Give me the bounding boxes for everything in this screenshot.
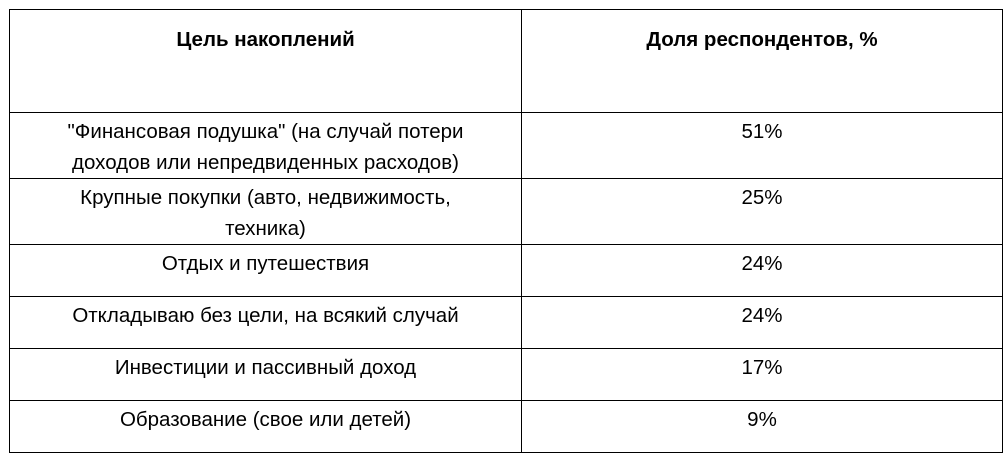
table-row [10, 179, 1003, 245]
share-cell: 25% [522, 179, 1003, 245]
share-cell: 51% [522, 113, 1003, 179]
table-row [10, 401, 1003, 453]
table-row [10, 113, 1003, 179]
share-cell: 9% [522, 401, 1003, 453]
share-cell: 24% [522, 297, 1003, 349]
savings-goals-table [9, 9, 1003, 453]
share-cell: 17% [522, 349, 1003, 401]
goal-cell: Откладываю без цели, на всякий случай [10, 297, 522, 349]
table-row [10, 245, 1003, 297]
header-goal: Цель накоплений [10, 10, 522, 113]
table-row [10, 349, 1003, 401]
table-header-row [10, 10, 1003, 113]
goal-cell: Отдых и путешествия [10, 245, 522, 297]
share-cell: 24% [522, 245, 1003, 297]
header-share: Доля респондентов, % [522, 10, 1003, 113]
goal-cell: Крупные покупки (авто, недвижимость, техника) [10, 179, 522, 245]
goal-cell: "Финансовая подушка" (на случай потери доходов или непредвиденных расходов) [10, 113, 522, 179]
goal-cell: Образование (свое или детей) [10, 401, 522, 453]
goal-cell: Инвестиции и пассивный доход [10, 349, 522, 401]
table-row [10, 297, 1003, 349]
